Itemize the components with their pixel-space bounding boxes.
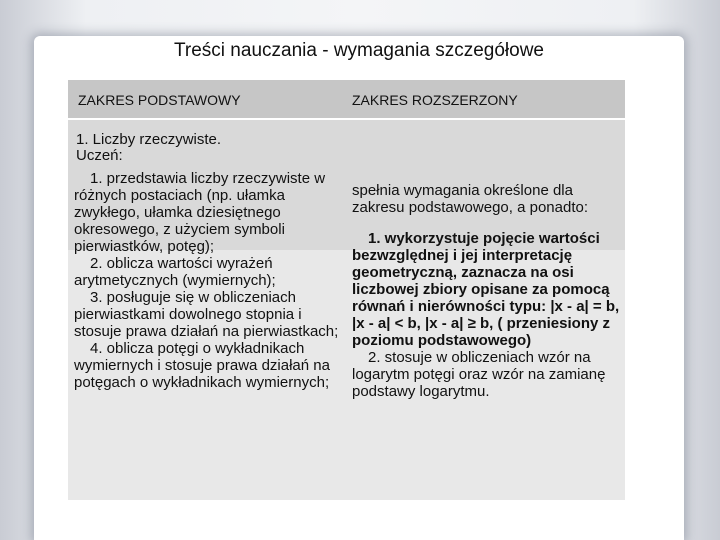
extended-item: 1. wykorzystuje pojęcie wartości bezwzględnej i jej interpretację geometryczną, zaznacza na osi liczbowej zbiory opisane za pomocą równań i nierówności typu: |x - a| = b, |x - a| < b, |x - a| ≥ b, ( przeniesiony z poziomu podstawowego) <box>352 230 620 349</box>
basic-item: 3. posługuje się w obliczeniach pierwiastkami dowolnego stopnia i stosuje prawa działań na pierwiastkach; <box>74 289 339 340</box>
basic-item: 4. oblicza potęgi o wykładnikach wymiernych i stosuje prawa działań na potęgach o wykładnikach wymiernych; <box>74 340 330 391</box>
basic-item: 1. przedstawia liczby rzeczywiste w różnych postaciach (np. ułamka zwykłego, ułamka dziesiętnego okresowego, z użyciem symboli pierwiastków, potęg); <box>74 170 326 255</box>
table-header-row <box>68 80 625 118</box>
slide-title: Treści nauczania - wymagania szczegółowe <box>174 40 544 61</box>
requirements-table <box>68 80 625 500</box>
section-title: 1. Liczby rzeczywiste. <box>76 131 222 148</box>
header-basic-scope: ZAKRES PODSTAWOWY <box>78 92 241 108</box>
section-heading <box>76 132 376 164</box>
section-subtitle: Uczeń: <box>76 147 123 164</box>
header-extended-scope: ZAKRES ROZSZERZONY <box>352 92 518 108</box>
extended-item: 2. stosuje w obliczeniach wzór na logarytm potęgi oraz wzór na zamianę podstawy logarytmu. <box>352 349 606 400</box>
basic-item: 2. oblicza wartości wyrażeń arytmetycznych (wymiernych); <box>74 255 276 289</box>
basic-scope-column <box>74 170 346 391</box>
extended-intro: spełnia wymagania określone dla zakresu podstawowego, a ponadto: <box>352 182 588 216</box>
extended-scope-column <box>352 182 624 400</box>
